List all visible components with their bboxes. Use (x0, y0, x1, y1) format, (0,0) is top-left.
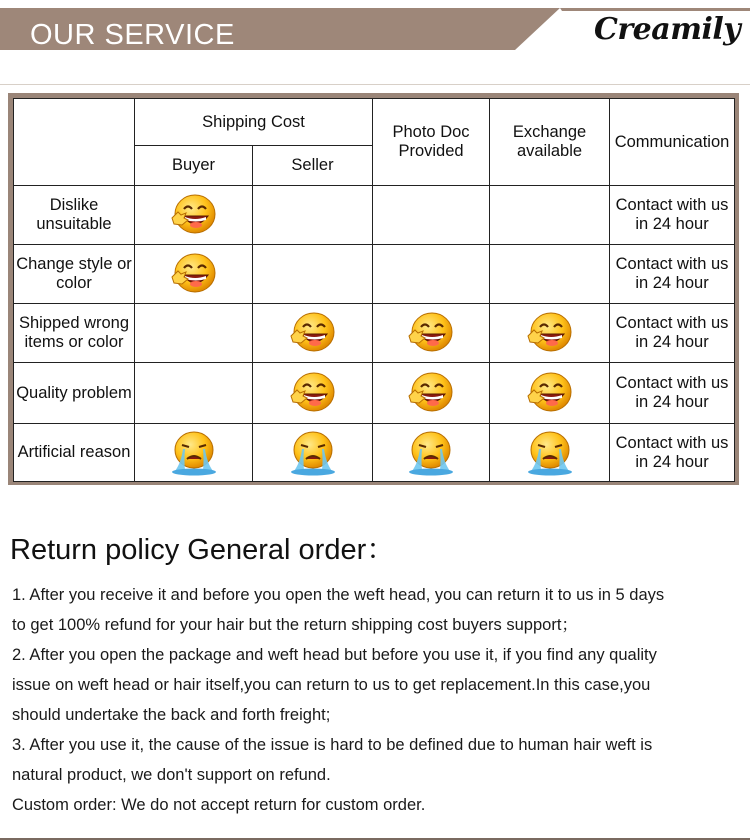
seller-cell (253, 245, 373, 304)
exchange-header: Exchange available (490, 99, 610, 186)
header-divider (0, 84, 750, 85)
crying-emoji-icon (169, 430, 219, 476)
service-table (13, 98, 735, 482)
exchange-cell (490, 304, 610, 363)
seller-header: Seller (253, 146, 373, 186)
photo-doc-cell (373, 363, 490, 424)
laughing-emoji-icon (406, 310, 456, 356)
crying-emoji-icon (525, 430, 575, 476)
buyer-cell (135, 245, 253, 304)
laughing-emoji-icon (288, 310, 338, 356)
table-row (14, 304, 735, 363)
buyer-header: Buyer (135, 146, 253, 186)
row-label: Dislike unsuitable (14, 186, 135, 245)
photo-doc-header: Photo Doc Provided (373, 99, 490, 186)
laughing-emoji-icon (169, 192, 219, 238)
crying-emoji-icon (406, 430, 456, 476)
laughing-emoji-icon (406, 370, 456, 416)
exchange-cell (490, 245, 610, 304)
row-label: Change style or color (14, 245, 135, 304)
table-row (14, 186, 735, 245)
header-title: OUR SERVICE (30, 19, 235, 51)
row-label: Shipped wrong items or color (14, 304, 135, 363)
exchange-cell (490, 186, 610, 245)
policy-line: 2. After you open the package and weft head but before you use it, if you find any quality (12, 646, 657, 664)
policy-line: issue on weft head or hair itself,you can return to us to get replacement.In this case,you (12, 676, 651, 694)
laughing-emoji-icon (169, 251, 219, 297)
return-policy-text (12, 583, 742, 823)
communication-cell: Contact with us in 24 hour (610, 186, 735, 245)
policy-line: should undertake the back and forth freight; (12, 706, 331, 724)
laughing-emoji-icon (288, 370, 338, 416)
photo-doc-cell (373, 186, 490, 245)
table-row (14, 424, 735, 482)
shipping-cost-header: Shipping Cost (135, 99, 373, 146)
communication-cell: Contact with us in 24 hour (610, 424, 735, 482)
exchange-cell (490, 363, 610, 424)
table-row (14, 245, 735, 304)
seller-cell (253, 424, 373, 482)
buyer-cell (135, 363, 253, 424)
photo-doc-cell (373, 304, 490, 363)
policy-line: to get 100% refund for your hair but the return shipping cost buyers support； (12, 616, 578, 634)
buyer-cell (135, 304, 253, 363)
row-label: Quality problem (14, 363, 135, 424)
laughing-emoji-icon (525, 310, 575, 356)
corner-cell (14, 99, 135, 186)
table-row (14, 363, 735, 424)
communication-cell: Contact with us in 24 hour (610, 304, 735, 363)
policy-line: 1. After you receive it and before you open the weft head, you can return it to us in 5 days (12, 586, 665, 604)
buyer-cell (135, 186, 253, 245)
policy-line: Custom order: We do not accept return for custom order. (12, 796, 426, 814)
exchange-cell (490, 424, 610, 482)
return-policy-title: Return policy General order： (10, 534, 396, 566)
photo-doc-cell (373, 424, 490, 482)
row-label: Artificial reason (14, 424, 135, 482)
crying-emoji-icon (288, 430, 338, 476)
seller-cell (253, 304, 373, 363)
laughing-emoji-icon (525, 370, 575, 416)
communication-header: Communication (610, 99, 735, 186)
policy-line: natural product, we don't support on refund. (12, 766, 331, 784)
photo-doc-cell (373, 245, 490, 304)
seller-cell (253, 186, 373, 245)
communication-cell: Contact with us in 24 hour (610, 245, 735, 304)
communication-cell: Contact with us in 24 hour (610, 363, 735, 424)
seller-cell (253, 363, 373, 424)
buyer-cell (135, 424, 253, 482)
brand-logo: Creamily (594, 12, 741, 47)
policy-line: 3. After you use it, the cause of the issue is hard to be defined due to human hair weft is (12, 736, 653, 754)
